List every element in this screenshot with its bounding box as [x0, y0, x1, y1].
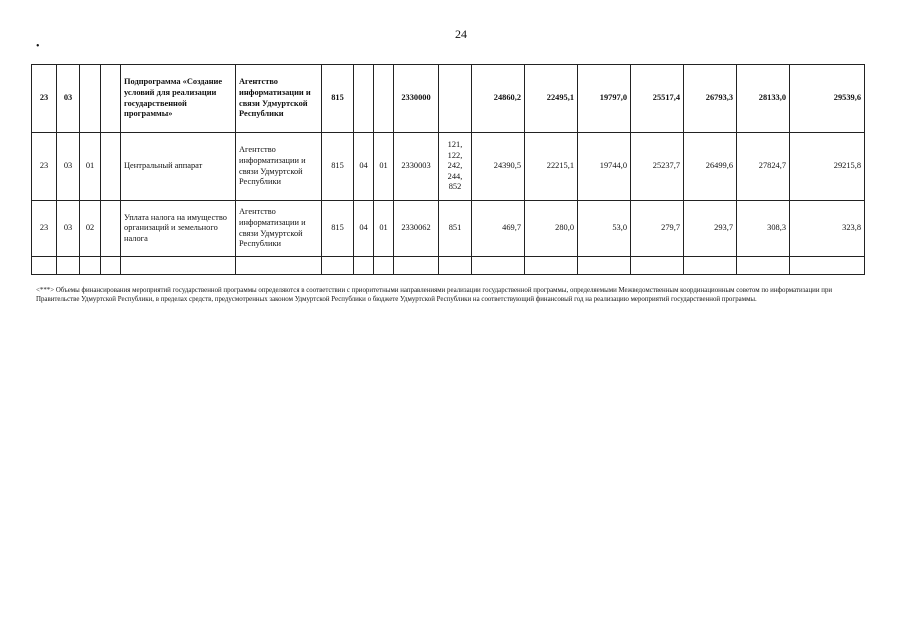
cell-empty — [439, 257, 472, 275]
cell-empty — [101, 65, 121, 133]
cell-rz: 04 — [354, 201, 374, 257]
cell-rz: 04 — [354, 133, 374, 201]
cell-om: 02 — [80, 201, 101, 257]
cell-value: 27824,7 — [737, 133, 790, 201]
budget-table — [31, 64, 865, 275]
cell-value: 29539,6 — [790, 65, 865, 133]
page-number: 24 — [455, 27, 467, 41]
cell-gp: 23 — [32, 201, 57, 257]
cell-value: 469,7 — [472, 201, 525, 257]
table-row — [32, 201, 865, 257]
cell-pp: 03 — [57, 201, 80, 257]
cell-csr: 2330062 — [394, 201, 439, 257]
cell-value: 22495,1 — [525, 65, 578, 133]
bullet-mark: • — [36, 41, 40, 52]
cell-empty — [101, 133, 121, 201]
table-row-empty — [32, 257, 865, 275]
cell-empty — [121, 257, 236, 275]
cell-agency: Агентство информатизации и связи Удмуртской Республики — [236, 201, 322, 257]
cell-empty — [472, 257, 525, 275]
cell-empty — [631, 257, 684, 275]
cell-csr: 2330003 — [394, 133, 439, 201]
cell-value: 25517,4 — [631, 65, 684, 133]
cell-empty — [101, 257, 121, 275]
cell-name: Уплата налога на имущество организаций и земельного налога — [121, 201, 236, 257]
cell-empty — [80, 257, 101, 275]
cell-value: 53,0 — [578, 201, 631, 257]
cell-grbs: 815 — [322, 65, 354, 133]
cell-value: 293,7 — [684, 201, 737, 257]
cell-csr: 2330000 — [394, 65, 439, 133]
cell-value: 24860,2 — [472, 65, 525, 133]
cell-vr: 851 — [439, 201, 472, 257]
cell-pr — [374, 65, 394, 133]
cell-empty — [322, 257, 354, 275]
cell-agency: Агентство информатизации и связи Удмуртской Республики — [236, 133, 322, 201]
cell-pp: 03 — [57, 65, 80, 133]
cell-empty — [354, 257, 374, 275]
cell-value: 280,0 — [525, 201, 578, 257]
cell-value: 19744,0 — [578, 133, 631, 201]
cell-empty — [578, 257, 631, 275]
cell-om — [80, 65, 101, 133]
cell-agency: Агентство информатизации и связи Удмуртской Республики — [236, 65, 322, 133]
cell-pr: 01 — [374, 201, 394, 257]
cell-empty — [236, 257, 322, 275]
cell-value: 308,3 — [737, 201, 790, 257]
cell-pr: 01 — [374, 133, 394, 201]
cell-pp: 03 — [57, 133, 80, 201]
cell-name: Подпрограмма «Создание условий для реализации государственной программы» — [121, 65, 236, 133]
cell-empty — [57, 257, 80, 275]
cell-empty — [790, 257, 865, 275]
footnote: <***> Объемы финансирования мероприятий государственной программы определяются в соответствии с приоритетными направлениями реализации государственной программы, определяемыми Межведомственным координационным советом по информатизации при Правительстве Удмуртской Республики, в пределах средств, предусмотренных законом Удмуртской Республики о бюджете Удмуртской Республики на соответствующий финансовый год на реализацию мероприятий государственной программы. — [36, 287, 833, 303]
cell-name: Центральный аппарат — [121, 133, 236, 201]
cell-value: 19797,0 — [578, 65, 631, 133]
cell-empty — [374, 257, 394, 275]
cell-empty — [737, 257, 790, 275]
cell-value: 279,7 — [631, 201, 684, 257]
cell-empty — [525, 257, 578, 275]
cell-value: 26499,6 — [684, 133, 737, 201]
cell-value: 25237,7 — [631, 133, 684, 201]
cell-vr — [439, 65, 472, 133]
cell-value: 22215,1 — [525, 133, 578, 201]
cell-value: 26793,3 — [684, 65, 737, 133]
cell-empty — [32, 257, 57, 275]
cell-empty — [684, 257, 737, 275]
table-row — [32, 65, 865, 133]
cell-gp: 23 — [32, 133, 57, 201]
cell-empty — [394, 257, 439, 275]
cell-grbs: 815 — [322, 201, 354, 257]
cell-value: 29215,8 — [790, 133, 865, 201]
cell-value: 24390,5 — [472, 133, 525, 201]
cell-vr: 121, 122, 242, 244, 852 — [439, 133, 472, 201]
cell-grbs: 815 — [322, 133, 354, 201]
cell-rz — [354, 65, 374, 133]
cell-value: 28133,0 — [737, 65, 790, 133]
cell-value: 323,8 — [790, 201, 865, 257]
cell-gp: 23 — [32, 65, 57, 133]
cell-om: 01 — [80, 133, 101, 201]
table-row — [32, 133, 865, 201]
cell-empty — [101, 201, 121, 257]
